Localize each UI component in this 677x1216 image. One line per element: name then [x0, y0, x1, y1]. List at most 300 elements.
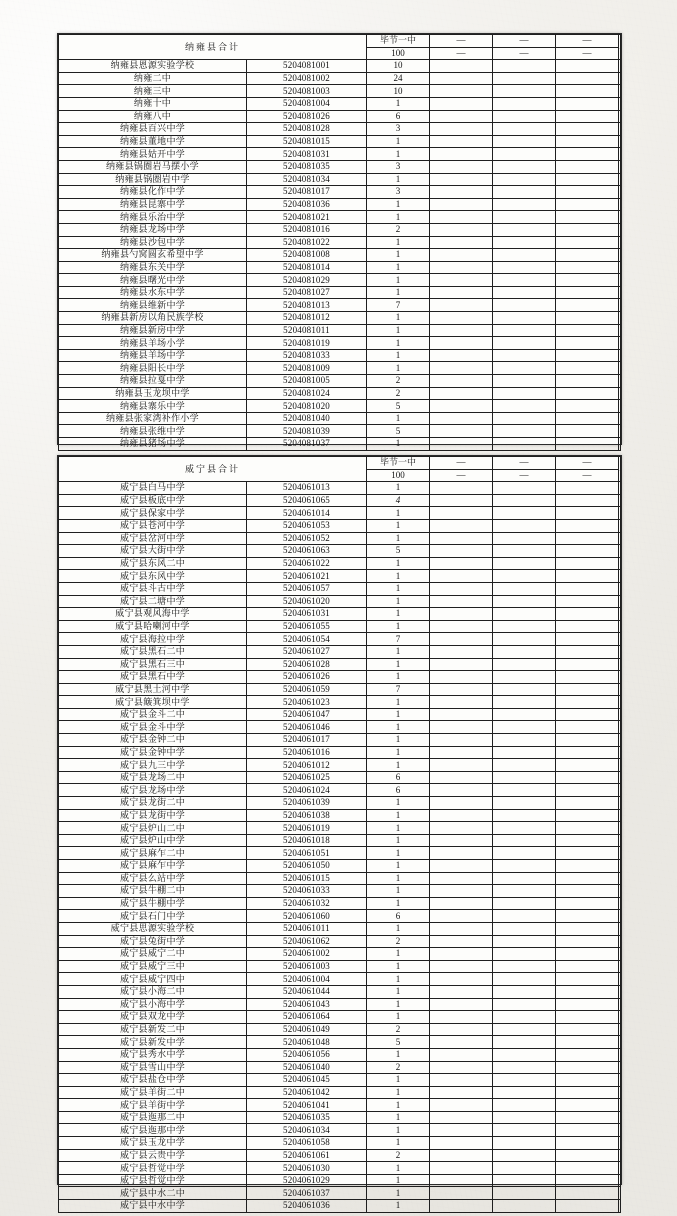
empty-cell: [556, 223, 619, 236]
quota-cell: 1: [367, 834, 430, 847]
empty-cell: [556, 236, 619, 249]
table-row: [59, 299, 621, 312]
table-row: [59, 438, 621, 451]
quota-cell: 1: [367, 236, 430, 249]
school-code-cell: 5204081014: [247, 261, 367, 274]
empty-cell: [619, 186, 621, 199]
school-name-cell: 威宁县思源实验学校: [59, 922, 247, 935]
empty-cell: [556, 872, 619, 885]
empty-cell: [430, 557, 493, 570]
school-code-cell: 5204061060: [247, 910, 367, 923]
header-value-1: 100: [367, 47, 430, 60]
school-name-cell: 威宁县迤那二中: [59, 1111, 247, 1124]
empty-cell: [556, 324, 619, 337]
school-name-cell: 威宁县迤那中学: [59, 1124, 247, 1137]
empty-cell: [493, 507, 556, 520]
quota-cell: 1: [367, 885, 430, 898]
table-row: [59, 375, 621, 388]
school-name-cell: 威宁县威宁二中: [59, 948, 247, 961]
table-row: [59, 872, 621, 885]
school-name-cell: 纳雍县张家湾补作小学: [59, 412, 247, 425]
quota-cell: 1: [367, 922, 430, 935]
quota-cell: 1: [367, 759, 430, 772]
empty-cell: [493, 236, 556, 249]
quota-cell: 7: [367, 633, 430, 646]
school-name-cell: 威宁县麻乍二中: [59, 847, 247, 860]
empty-cell: [493, 746, 556, 759]
empty-cell: [556, 1048, 619, 1061]
school-name-cell: 威宁县保家中学: [59, 507, 247, 520]
empty-cell: [493, 286, 556, 299]
empty-cell: [556, 545, 619, 558]
school-name-cell: 威宁县石门中学: [59, 910, 247, 923]
empty-cell: [493, 734, 556, 747]
quota-cell: 3: [367, 160, 430, 173]
empty-cell: [556, 771, 619, 784]
header-col-3: —: [493, 457, 556, 470]
empty-cell: [619, 1124, 621, 1137]
school-code-cell: 5204061018: [247, 834, 367, 847]
empty-cell: [619, 1187, 621, 1200]
school-code-cell: 5204081031: [247, 148, 367, 161]
empty-cell: [556, 809, 619, 822]
school-name-cell: 威宁县羊街中学: [59, 1099, 247, 1112]
empty-cell: [430, 1200, 493, 1213]
empty-cell: [556, 1200, 619, 1213]
empty-cell: [430, 696, 493, 709]
empty-cell: [556, 1124, 619, 1137]
empty-cell: [430, 123, 493, 136]
empty-cell: [619, 425, 621, 438]
school-name-cell: 威宁县炉山二中: [59, 822, 247, 835]
empty-cell: [619, 1111, 621, 1124]
table-row: [59, 595, 621, 608]
header-value-4: —: [556, 469, 619, 482]
quota-cell: 1: [367, 985, 430, 998]
empty-cell: [619, 494, 621, 507]
empty-cell: [556, 1111, 619, 1124]
empty-cell: [619, 173, 621, 186]
table-row: [59, 249, 621, 262]
school-code-cell: 5204081008: [247, 249, 367, 262]
empty-cell: [556, 1174, 619, 1187]
empty-cell: [430, 375, 493, 388]
quota-cell: 1: [367, 97, 430, 110]
school-name-cell: 纳雍县恩源实验学校: [59, 60, 247, 73]
school-code-cell: 5204061024: [247, 784, 367, 797]
empty-cell: [493, 771, 556, 784]
empty-cell: [556, 608, 619, 621]
empty-cell: [493, 324, 556, 337]
empty-cell: [430, 582, 493, 595]
school-name-cell: 纳雍县昆寨中学: [59, 198, 247, 211]
empty-cell: [430, 922, 493, 935]
empty-cell: [556, 1086, 619, 1099]
empty-cell: [619, 60, 621, 73]
empty-cell: [430, 362, 493, 375]
table-header-weining: [59, 457, 621, 482]
table-row: [59, 570, 621, 583]
table-row: [59, 274, 621, 287]
empty-cell: [430, 771, 493, 784]
empty-cell: [493, 620, 556, 633]
school-code-cell: 5204061027: [247, 645, 367, 658]
empty-cell: [619, 696, 621, 709]
school-code-cell: 5204061058: [247, 1137, 367, 1150]
school-code-cell: 5204081033: [247, 349, 367, 362]
empty-cell: [430, 482, 493, 495]
empty-cell: [556, 1061, 619, 1074]
empty-cell: [556, 148, 619, 161]
empty-cell: [493, 545, 556, 558]
empty-cell: [556, 922, 619, 935]
header-col-2: —: [430, 457, 493, 470]
table-row: [59, 173, 621, 186]
empty-cell: [430, 1162, 493, 1175]
empty-cell: [430, 60, 493, 73]
empty-cell: [619, 438, 621, 451]
school-name-cell: 威宁县羊街二中: [59, 1086, 247, 1099]
empty-cell: [430, 797, 493, 810]
empty-cell: [430, 608, 493, 621]
school-name-cell: 威宁县九三中学: [59, 759, 247, 772]
empty-cell: [556, 1011, 619, 1024]
school-code-cell: 5204081012: [247, 312, 367, 325]
empty-cell: [619, 620, 621, 633]
empty-cell: [556, 734, 619, 747]
empty-cell: [430, 438, 493, 451]
empty-cell: [493, 362, 556, 375]
empty-cell: [556, 186, 619, 199]
empty-cell: [430, 570, 493, 583]
table-row: [59, 412, 621, 425]
school-name-cell: 威宁县新发中学: [59, 1036, 247, 1049]
quota-cell: 1: [367, 1086, 430, 1099]
empty-cell: [430, 645, 493, 658]
quota-cell: 1: [367, 809, 430, 822]
empty-cell: [619, 734, 621, 747]
empty-cell: [619, 482, 621, 495]
empty-cell: [430, 998, 493, 1011]
school-code-cell: 5204061040: [247, 1061, 367, 1074]
quota-cell: 6: [367, 110, 430, 123]
empty-cell: [493, 759, 556, 772]
quota-cell: 1: [367, 645, 430, 658]
empty-cell: [493, 249, 556, 262]
empty-cell: [556, 683, 619, 696]
empty-cell: [556, 412, 619, 425]
empty-cell: [493, 312, 556, 325]
empty-cell: [556, 173, 619, 186]
empty-cell: [493, 683, 556, 696]
school-name-cell: 威宁县金斗二中: [59, 708, 247, 721]
quota-cell: 1: [367, 948, 430, 961]
table-title: 纳雍县合计: [59, 35, 367, 60]
quota-cell: 1: [367, 349, 430, 362]
empty-cell: [619, 387, 621, 400]
empty-cell: [493, 1174, 556, 1187]
quota-cell: 1: [367, 721, 430, 734]
school-name-cell: 纳雍县新房中学: [59, 324, 247, 337]
school-name-cell: 纳雍十中: [59, 97, 247, 110]
empty-cell: [619, 834, 621, 847]
empty-cell: [619, 922, 621, 935]
empty-cell: [619, 507, 621, 520]
empty-cell: [556, 211, 619, 224]
empty-cell: [556, 198, 619, 211]
school-name-cell: 纳雍县化作中学: [59, 186, 247, 199]
empty-cell: [493, 998, 556, 1011]
school-code-cell: 5204061057: [247, 582, 367, 595]
table-row: [59, 834, 621, 847]
empty-cell: [430, 324, 493, 337]
empty-cell: [430, 110, 493, 123]
school-name-cell: 纳雍县玉龙坝中学: [59, 387, 247, 400]
school-code-cell: 5204061049: [247, 1023, 367, 1036]
school-code-cell: 5204081002: [247, 72, 367, 85]
empty-cell: [430, 973, 493, 986]
school-code-cell: 5204061025: [247, 771, 367, 784]
empty-cell: [430, 822, 493, 835]
empty-cell: [556, 582, 619, 595]
empty-cell: [430, 1137, 493, 1150]
empty-cell: [556, 1187, 619, 1200]
table-row: [59, 186, 621, 199]
empty-cell: [430, 948, 493, 961]
quota-cell: 1: [367, 595, 430, 608]
school-code-cell: 5204081009: [247, 362, 367, 375]
school-name-cell: 威宁县威宁三中: [59, 960, 247, 973]
empty-cell: [493, 438, 556, 451]
empty-cell: [430, 349, 493, 362]
empty-cell: [556, 482, 619, 495]
table-row: [59, 1111, 621, 1124]
table-row: [59, 985, 621, 998]
school-code-cell: 5204061037: [247, 1187, 367, 1200]
empty-cell: [619, 759, 621, 772]
empty-cell: [430, 784, 493, 797]
school-name-cell: 威宁县小海中学: [59, 998, 247, 1011]
quota-cell: 1: [367, 696, 430, 709]
empty-cell: [430, 186, 493, 199]
empty-cell: [430, 425, 493, 438]
school-name-cell: 威宁县玉龙中学: [59, 1137, 247, 1150]
table-row: [59, 494, 621, 507]
school-code-cell: 5204061019: [247, 822, 367, 835]
school-code-cell: 5204081036: [247, 198, 367, 211]
school-name-cell: 纳雍县张维中学: [59, 425, 247, 438]
table-row: [59, 1023, 621, 1036]
empty-cell: [493, 822, 556, 835]
empty-cell: [619, 236, 621, 249]
table-row: [59, 948, 621, 961]
quota-cell: 1: [367, 324, 430, 337]
quota-cell: 2: [367, 935, 430, 948]
empty-cell: [556, 759, 619, 772]
empty-cell: [556, 834, 619, 847]
empty-cell: [619, 1011, 621, 1024]
empty-cell: [430, 532, 493, 545]
quota-cell: 1: [367, 671, 430, 684]
quota-cell: 1: [367, 438, 430, 451]
quota-cell: 1: [367, 173, 430, 186]
table-row: [59, 324, 621, 337]
school-code-cell: 5204081022: [247, 236, 367, 249]
quota-cell: 1: [367, 412, 430, 425]
school-name-cell: 威宁县么站中学: [59, 872, 247, 885]
empty-cell: [619, 1099, 621, 1112]
school-name-cell: 威宁县黑石中学: [59, 671, 247, 684]
school-code-cell: 5204061021: [247, 570, 367, 583]
table-row: [59, 211, 621, 224]
school-code-cell: 5204061064: [247, 1011, 367, 1024]
quota-cell: 5: [367, 400, 430, 413]
empty-cell: [619, 400, 621, 413]
school-code-cell: 5204061051: [247, 847, 367, 860]
school-name-cell: 威宁县牛棚二中: [59, 885, 247, 898]
quota-cell: 1: [367, 1162, 430, 1175]
school-code-cell: 5204081011: [247, 324, 367, 337]
header-summary: [619, 35, 621, 60]
empty-cell: [619, 910, 621, 923]
school-name-cell: 威宁县盐仓中学: [59, 1074, 247, 1087]
school-name-cell: 威宁县黑石二中: [59, 645, 247, 658]
empty-cell: [493, 519, 556, 532]
quota-cell: 1: [367, 519, 430, 532]
empty-cell: [430, 261, 493, 274]
empty-cell: [430, 85, 493, 98]
empty-cell: [619, 1086, 621, 1099]
quota-cell: 3: [367, 186, 430, 199]
empty-cell: [619, 286, 621, 299]
empty-cell: [619, 123, 621, 136]
quota-cell: 1: [367, 482, 430, 495]
school-code-cell: 5204061022: [247, 557, 367, 570]
school-code-cell: 5204061055: [247, 620, 367, 633]
school-code-cell: 5204061029: [247, 1174, 367, 1187]
empty-cell: [619, 809, 621, 822]
empty-cell: [493, 645, 556, 658]
table-row: [59, 696, 621, 709]
empty-cell: [493, 186, 556, 199]
school-name-cell: 威宁县麻乍中学: [59, 860, 247, 873]
empty-cell: [556, 960, 619, 973]
quota-cell: 7: [367, 683, 430, 696]
empty-cell: [493, 671, 556, 684]
school-code-cell: 5204061039: [247, 797, 367, 810]
empty-cell: [430, 708, 493, 721]
empty-cell: [430, 173, 493, 186]
quota-cell: 1: [367, 960, 430, 973]
table-row: [59, 1137, 621, 1150]
table-row: [59, 620, 621, 633]
table-row: [59, 400, 621, 413]
quota-cell: 1: [367, 872, 430, 885]
empty-cell: [493, 595, 556, 608]
empty-cell: [430, 809, 493, 822]
empty-cell: [556, 387, 619, 400]
school-name-cell: 纳雍县猪场中学: [59, 438, 247, 451]
table-row: [59, 582, 621, 595]
table-row: [59, 532, 621, 545]
empty-cell: [619, 960, 621, 973]
empty-cell: [493, 948, 556, 961]
school-name-cell: 威宁县龙街二中: [59, 797, 247, 810]
empty-cell: [493, 123, 556, 136]
empty-cell: [556, 249, 619, 262]
table-row: [59, 746, 621, 759]
school-code-cell: 5204081001: [247, 60, 367, 73]
empty-cell: [493, 985, 556, 998]
empty-cell: [493, 211, 556, 224]
school-name-cell: 威宁县东风二中: [59, 557, 247, 570]
school-name-cell: 纳雍县维新中学: [59, 299, 247, 312]
empty-cell: [430, 312, 493, 325]
empty-cell: [430, 412, 493, 425]
empty-cell: [619, 658, 621, 671]
empty-cell: [430, 1086, 493, 1099]
empty-cell: [619, 671, 621, 684]
empty-cell: [556, 1137, 619, 1150]
quota-cell: 1: [367, 312, 430, 325]
empty-cell: [619, 645, 621, 658]
school-code-cell: 5204061061: [247, 1149, 367, 1162]
empty-cell: [619, 312, 621, 325]
school-code-cell: 5204061034: [247, 1124, 367, 1137]
empty-cell: [493, 847, 556, 860]
empty-cell: [619, 985, 621, 998]
empty-cell: [493, 784, 556, 797]
empty-cell: [430, 507, 493, 520]
empty-cell: [619, 872, 621, 885]
empty-cell: [430, 1036, 493, 1049]
empty-cell: [493, 60, 556, 73]
school-name-cell: 威宁县白马中学: [59, 482, 247, 495]
quota-cell: 1: [367, 135, 430, 148]
empty-cell: [556, 595, 619, 608]
quota-cell: 1: [367, 249, 430, 262]
school-name-cell: 威宁县大街中学: [59, 545, 247, 558]
empty-cell: [430, 545, 493, 558]
empty-cell: [493, 375, 556, 388]
empty-cell: [493, 1124, 556, 1137]
school-code-cell: 5204081028: [247, 123, 367, 136]
empty-cell: [556, 425, 619, 438]
empty-cell: [556, 860, 619, 873]
empty-cell: [430, 734, 493, 747]
empty-cell: [430, 1011, 493, 1024]
empty-cell: [556, 1023, 619, 1036]
empty-cell: [556, 337, 619, 350]
empty-cell: [493, 809, 556, 822]
empty-cell: [556, 160, 619, 173]
school-name-cell: 威宁县簸箕坝中学: [59, 696, 247, 709]
quota-cell: 3: [367, 123, 430, 136]
empty-cell: [556, 985, 619, 998]
school-code-cell: 5204061033: [247, 885, 367, 898]
empty-cell: [493, 1074, 556, 1087]
empty-cell: [493, 97, 556, 110]
table-block-weining: [57, 455, 622, 1211]
empty-cell: [556, 721, 619, 734]
school-code-cell: 5204061026: [247, 671, 367, 684]
empty-cell: [430, 1061, 493, 1074]
table-row: [59, 1149, 621, 1162]
school-code-cell: 5204061054: [247, 633, 367, 646]
empty-cell: [556, 1149, 619, 1162]
empty-cell: [493, 1187, 556, 1200]
empty-cell: [556, 1036, 619, 1049]
